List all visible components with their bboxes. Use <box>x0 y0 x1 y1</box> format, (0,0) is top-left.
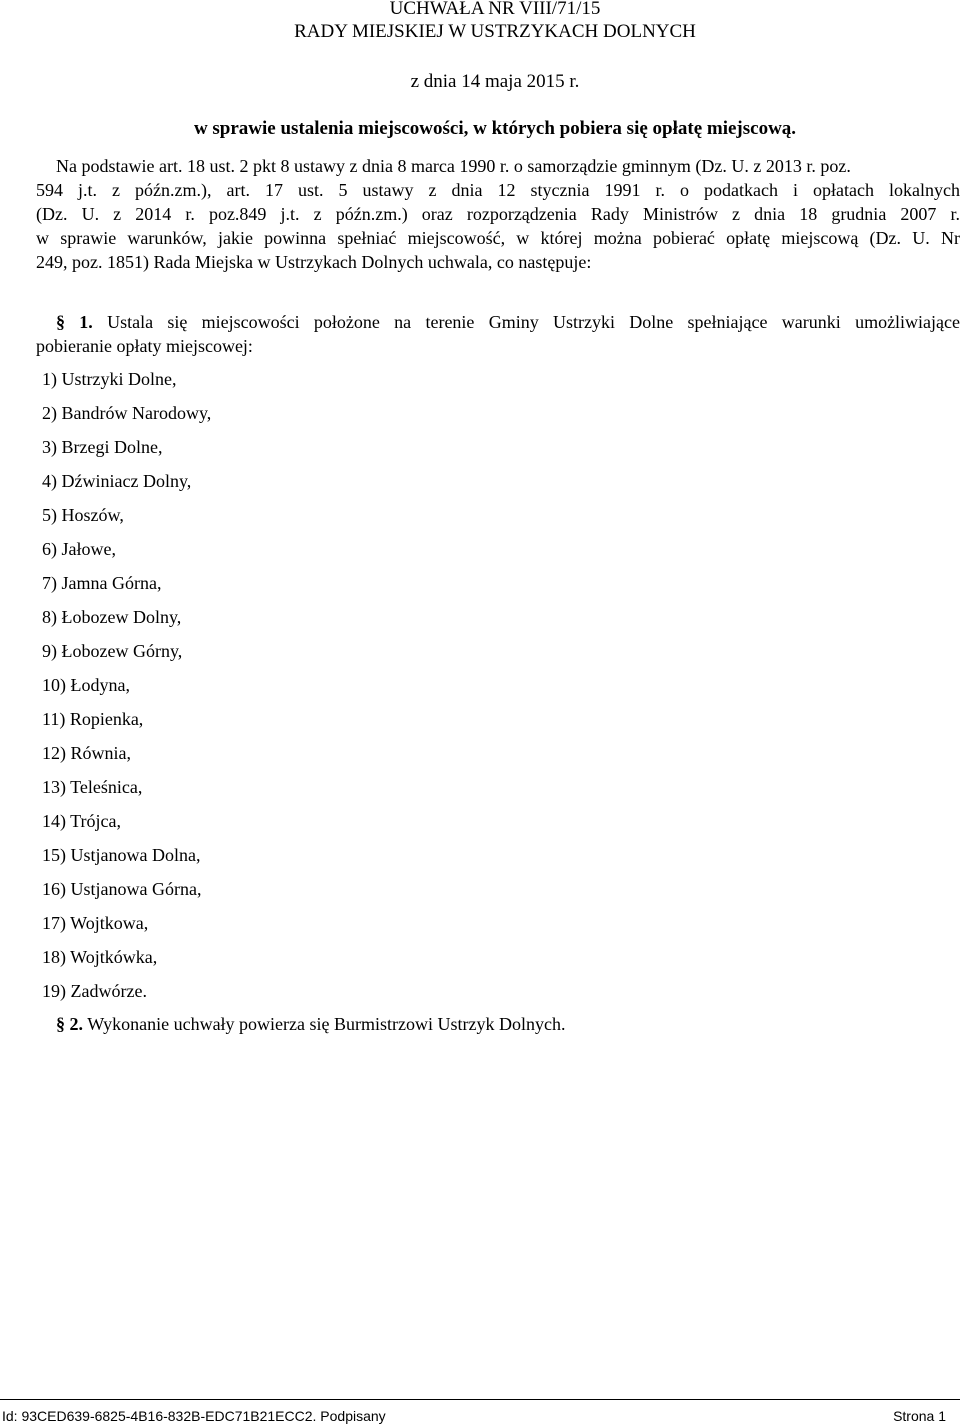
section-1-text: Ustala się miejscowości położone na terenie Gminy Ustrzyki Dolne spełniające warunki umożliwiające <box>107 312 960 332</box>
section-2 <box>56 1012 936 1036</box>
list-item: 12) Równia, <box>42 743 131 763</box>
list-item: 3) Brzegi Dolne, <box>42 437 163 457</box>
list-item: 13) Teleśnica, <box>42 777 143 797</box>
council-name: RADY MIEJSKIEJ W USTRZYKACH DOLNYCH <box>294 21 696 42</box>
list-item: 19) Zadwórze. <box>42 981 147 1001</box>
list-item: 18) Wojtkówka, <box>42 947 158 967</box>
list-item: 5) Hoszów, <box>42 505 124 525</box>
document-id: Id: 93CED639-6825-4B16-832B-EDC71B21ECC2. Podpisany <box>2 1408 386 1424</box>
list-item: 6) Jałowe, <box>42 539 116 559</box>
resolution-subject: w sprawie ustalenia miejscowości, w których pobiera się opłatę miejscową. <box>193 118 797 139</box>
section-2-text: Wykonanie uchwały powierza się Burmistrzowi Ustrzyk Dolnych. <box>87 1014 566 1034</box>
resolution-date: z dnia 14 maja 2015 r. <box>410 71 580 92</box>
list-item: 8) Łobozew Dolny, <box>42 607 182 627</box>
preamble-line: 594 j.t. z późn.zm.), art. 17 ust. 5 ustawy z dnia 12 stycznia 1991 r. o podatkach i opłatach lokalnych <box>36 180 960 200</box>
preamble-line: w sprawie warunków, jakie powinna spełniać miejscowość, w której można pobierać opłatę miejscową (Dz. U. Nr <box>36 228 960 248</box>
resolution-number: UCHWAŁA NR VIII/71/15 <box>389 0 601 19</box>
preamble-line: 249, poz. 1851) Rada Miejska w Ustrzykach Dolnych uchwala, co następuje: <box>36 252 592 272</box>
list-item: 7) Jamna Górna, <box>42 573 162 593</box>
list-item: 10) Łodyna, <box>42 675 130 695</box>
footer-divider <box>0 1399 960 1400</box>
page-number: Strona 1 <box>893 1408 946 1424</box>
preamble-line: (Dz. U. z 2014 r. poz.849 j.t. z późn.zm.) oraz rozporządzenia Rady Ministrów z dnia 18 grudnia 2007 r. <box>36 204 960 224</box>
section-1-text-cont: pobieranie opłaty miejscowej: <box>36 336 253 356</box>
list-item: 2) Bandrów Narodowy, <box>42 403 212 423</box>
list-item: 4) Dźwiniacz Dolny, <box>42 471 192 491</box>
section-2-number: § 2. <box>56 1014 83 1034</box>
preamble-line: Na podstawie art. 18 ust. 2 pkt 8 ustawy z dnia 8 marca 1990 r. o samorządzie gminnym (Dz. U. z 2013 r. poz. <box>56 156 851 176</box>
section-1-line <box>56 310 960 334</box>
list-item: 15) Ustjanowa Dolna, <box>42 845 201 865</box>
list-item: 9) Łobozew Górny, <box>42 641 183 661</box>
list-item: 16) Ustjanowa Górna, <box>42 879 202 899</box>
list-item: 14) Trójca, <box>42 811 122 831</box>
section-1-number: § 1. <box>56 312 93 332</box>
list-item: 1) Ustrzyki Dolne, <box>42 369 177 389</box>
list-item: 11) Ropienka, <box>42 709 144 729</box>
list-item: 17) Wojtkowa, <box>42 913 149 933</box>
